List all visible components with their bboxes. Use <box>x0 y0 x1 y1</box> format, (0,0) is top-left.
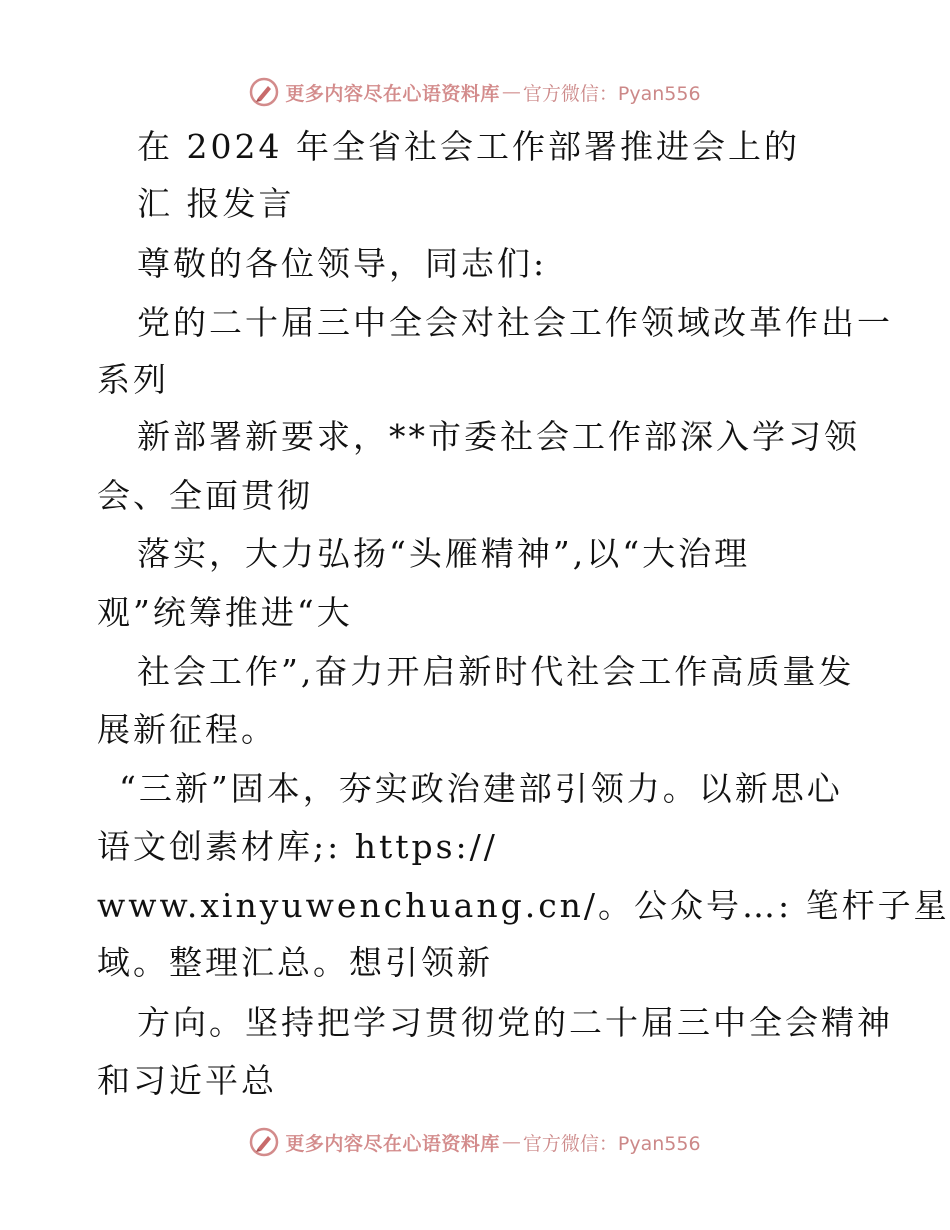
banner-secondary-text: 官方微信：Pyan556 <box>522 1132 701 1155</box>
doc-line: www.xinyuwenchuang.cn/。公众号…: 笔杆子星 <box>97 886 950 925</box>
doc-line: 系列 <box>97 360 169 399</box>
doc-line: 党的二十届三中全会对社会工作领域改革作出一 <box>137 303 893 342</box>
doc-line: 域。整理汇总。想引领新 <box>97 943 493 982</box>
doc-line: 会、全面贯彻 <box>97 476 313 515</box>
doc-line: 观”统筹推进“大 <box>97 593 353 632</box>
banner-secondary-text: 官方微信：Pyan556 <box>522 82 701 105</box>
doc-line: 在 2024 年全省社会工作部署推进会上的 <box>137 127 800 166</box>
doc-line: 语文创素材库;: https:// <box>97 827 498 866</box>
doc-line: 和习近平总 <box>97 1061 277 1100</box>
footer-watermark-banner <box>0 1122 950 1162</box>
pen-logo-icon <box>249 1127 279 1157</box>
pen-logo-icon <box>249 77 279 107</box>
doc-line: “三新”固本，夯实政治建部引领力。以新思心 <box>119 769 843 808</box>
header-watermark-banner <box>0 72 950 112</box>
doc-line: 社会工作”,奋力开启新时代社会工作高质量发 <box>137 652 855 691</box>
banner-separator: — <box>501 1131 521 1153</box>
doc-line: 方向。坚持把学习贯彻党的二十届三中全会精神 <box>137 1003 893 1042</box>
banner-separator: — <box>501 81 521 103</box>
doc-line: 新部署新要求，**市委社会工作部深入学习领 <box>137 417 860 456</box>
doc-line: 尊敬的各位领导，同志们: <box>137 244 548 283</box>
banner-main-text: 更多内容尽在心语资料库 <box>285 82 500 105</box>
doc-line: 展新征程。 <box>97 710 277 749</box>
banner-main-text: 更多内容尽在心语资料库 <box>285 1132 500 1155</box>
doc-line: 汇 报发言 <box>137 184 295 223</box>
doc-line: 落实，大力弘扬“头雁精神”,以“大治理 <box>137 534 751 573</box>
